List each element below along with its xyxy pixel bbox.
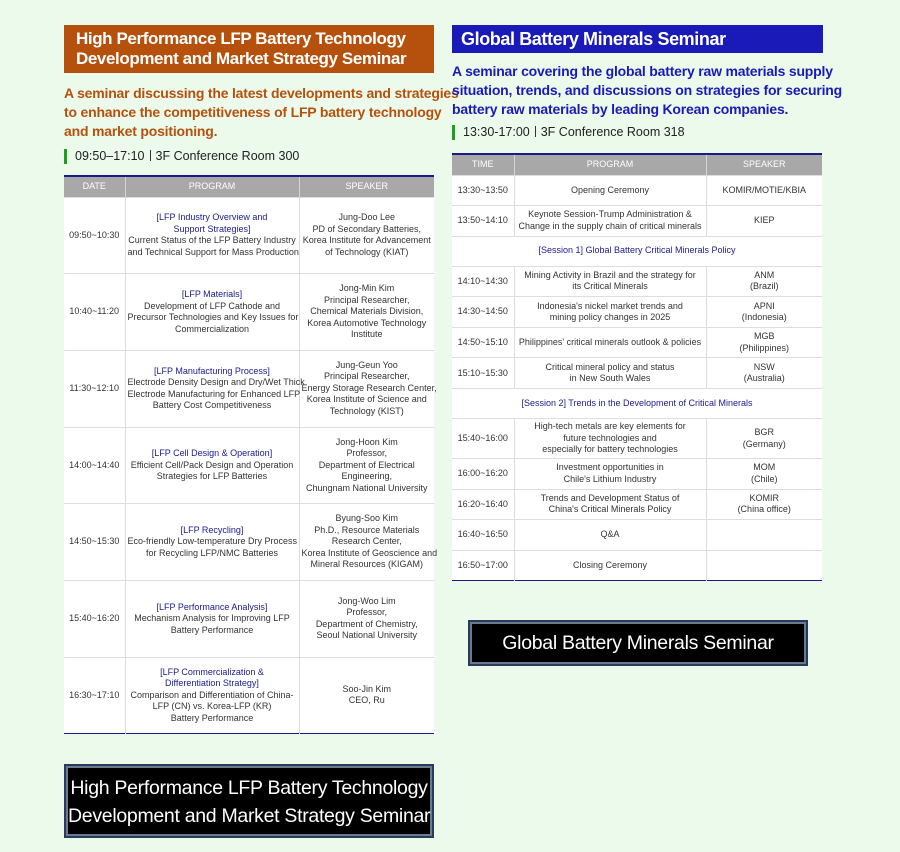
cell-line: Critical mineral policy and status bbox=[545, 361, 675, 372]
cell-line: mining policy changes in 2025 bbox=[549, 312, 671, 323]
program-cell bbox=[514, 327, 706, 358]
session-time-cell: 13:50~14:10 bbox=[452, 206, 514, 237]
title-line: High Performance LFP Battery Technology bbox=[76, 29, 406, 48]
session-time-cell: 13:30~13:50 bbox=[452, 175, 514, 206]
speaker-cell bbox=[706, 327, 822, 358]
session-time-cell: 14:00~14:40 bbox=[64, 427, 125, 504]
lfp-time-location bbox=[64, 149, 299, 164]
session-time-cell: 11:30~12:10 bbox=[64, 350, 125, 427]
cell-line: Eco-friendly Low-temperature Dry Process bbox=[127, 536, 298, 547]
cell-line: [LFP Commercialization & bbox=[160, 666, 264, 677]
session-time-cell: 16:40~16:50 bbox=[452, 520, 514, 551]
minerals-schedule-table bbox=[452, 153, 822, 581]
intro-line: and market positioning. bbox=[64, 123, 218, 139]
cell-line: Development of LFP Cathode and bbox=[144, 300, 280, 311]
session-time-cell: 09:50~10:30 bbox=[64, 197, 125, 274]
cell-line: Professor, bbox=[346, 607, 388, 618]
banner-line: Development and Market Strategy Seminar bbox=[68, 805, 431, 827]
program-cell bbox=[514, 550, 706, 581]
speaker-cell bbox=[299, 580, 434, 657]
cell-line: Chemical Materials Division, bbox=[310, 306, 424, 317]
program-cell bbox=[125, 197, 299, 274]
cell-line: of Technology (KIAT) bbox=[325, 246, 409, 257]
cell-line: Current Status of the LFP Battery Industry bbox=[128, 235, 296, 246]
cell-line: Strategies for LFP Batteries bbox=[156, 471, 268, 482]
cell-line: Korea Institute for Advancement bbox=[302, 235, 431, 246]
program-cell bbox=[514, 358, 706, 389]
speaker-cell bbox=[299, 350, 437, 427]
cell-line: Opening Ceremony bbox=[570, 184, 650, 195]
table-row bbox=[452, 520, 822, 551]
cell-line: KIEP bbox=[753, 215, 775, 226]
session-time-cell: 16:50~17:00 bbox=[452, 550, 514, 581]
session-header-cell: [Session 1] Global Battery Critical Minerals Policy bbox=[452, 236, 822, 266]
cell-line: CEO, Ru bbox=[348, 695, 385, 706]
speaker-cell bbox=[706, 489, 822, 520]
speaker-cell bbox=[706, 419, 822, 459]
cell-line: Principal Researcher, bbox=[323, 371, 410, 382]
cell-line: its Critical Minerals bbox=[572, 281, 648, 292]
table-row bbox=[64, 580, 434, 657]
cell-line: (China office) bbox=[737, 504, 791, 515]
cell-line: Department of Electrical bbox=[318, 459, 415, 470]
session-time-cell: 14:50~15:10 bbox=[452, 327, 514, 358]
program-cell bbox=[125, 657, 299, 734]
minerals-seminar-title bbox=[452, 25, 823, 53]
table-header-row bbox=[452, 154, 822, 175]
separator bbox=[535, 126, 536, 137]
cell-line: especially for battery technologies bbox=[542, 444, 678, 455]
banner-line: High Performance LFP Battery Technology bbox=[70, 777, 428, 799]
session-time-cell: 15:10~15:30 bbox=[452, 358, 514, 389]
title-line: Development and Market Strategy Seminar bbox=[76, 49, 407, 68]
session-time-cell: 14:50~15:30 bbox=[64, 504, 125, 581]
cell-line: Mineral Resources (KIGAM) bbox=[310, 559, 424, 570]
cell-line: (Germany) bbox=[742, 438, 786, 449]
speaker-cell bbox=[299, 274, 434, 351]
table-row bbox=[64, 427, 434, 504]
intro-line: A seminar discussing the latest developments and strategies bbox=[64, 85, 459, 101]
table-row bbox=[452, 297, 822, 328]
cell-line: Institute bbox=[350, 329, 383, 340]
program-cell bbox=[514, 459, 706, 490]
lfp-schedule-table bbox=[64, 175, 438, 734]
speaker-cell bbox=[706, 266, 822, 297]
cell-line: Jung-Geun Yoo bbox=[335, 359, 398, 370]
cell-line: Korea Institute of Geoscience and bbox=[301, 547, 438, 558]
cell-line: Differentiation Strategy] bbox=[165, 678, 259, 689]
speaker-cell bbox=[706, 297, 822, 328]
cell-line: for Recycling LFP/NMC Batteries bbox=[145, 547, 279, 558]
cell-line: Soo-Jin Kim bbox=[342, 683, 391, 694]
table-row bbox=[64, 197, 434, 274]
cell-line: Electrode Density Design and Dry/Wet Thick bbox=[127, 377, 305, 388]
session-time-cell: 16:30~17:10 bbox=[64, 657, 125, 734]
cell-line: [LFP Cell Design & Operation] bbox=[151, 448, 273, 459]
session-time-cell: 15:40~16:20 bbox=[64, 580, 125, 657]
intro-line: to enhance the competitiveness of LFP battery technology bbox=[64, 104, 442, 120]
speaker-cell bbox=[299, 504, 438, 581]
table-row bbox=[64, 350, 434, 427]
cell-line: Jung-Doo Lee bbox=[338, 212, 396, 223]
table-row bbox=[64, 504, 434, 581]
speaker-cell bbox=[706, 206, 822, 237]
table-row bbox=[64, 657, 434, 734]
cell-line: Mining Activity in Brazil and the strategy for bbox=[524, 269, 696, 280]
cell-line: Trends and Development Status of bbox=[540, 492, 680, 503]
cell-line: Engineering, bbox=[341, 471, 393, 482]
cell-line: Mechanism Analysis for Improving LFP bbox=[134, 613, 290, 624]
cell-line: High-tech metals are key elements for bbox=[534, 421, 686, 432]
session-time: 13:30-17:00 bbox=[463, 125, 530, 139]
cell-line: Principal Researcher, bbox=[323, 294, 410, 305]
cell-line: Chile's Lithium Industry bbox=[563, 473, 657, 484]
lfp-seminar-intro bbox=[64, 84, 459, 141]
cell-line: (Philippines) bbox=[739, 342, 790, 353]
cell-line: APNI bbox=[753, 300, 775, 311]
cell-line: Electrode Manufacturing for Enhanced LFP bbox=[127, 388, 301, 399]
session-time-cell: 14:30~14:50 bbox=[452, 297, 514, 328]
cell-line: Department of Chemistry, bbox=[315, 618, 418, 629]
intro-line: situation, trends, and discussions on strategies for securing bbox=[452, 82, 842, 98]
banner-line: Global Battery Minerals Seminar bbox=[502, 632, 774, 654]
program-cell bbox=[514, 266, 706, 297]
cell-line: Indonesia's nickel market trends and bbox=[537, 300, 683, 311]
column-header-program: PROGRAM bbox=[514, 154, 706, 175]
table-header-row bbox=[64, 176, 434, 197]
intro-line: A seminar covering the global battery raw materials supply bbox=[452, 63, 833, 79]
cell-line: Technology (KIST) bbox=[329, 405, 404, 416]
cell-line: Seoul National University bbox=[316, 630, 418, 641]
cell-line: (Chile) bbox=[750, 473, 778, 484]
table-row bbox=[452, 358, 822, 389]
cell-line: Chungnam National University bbox=[305, 482, 428, 493]
speaker-cell bbox=[706, 459, 822, 490]
session-header-cell: [Session 2] Trends in the Development of Critical Minerals bbox=[452, 389, 822, 419]
session-time-cell: 16:20~16:40 bbox=[452, 489, 514, 520]
cell-line: PD of Secondary Batteries, bbox=[312, 223, 422, 234]
speaker-cell bbox=[706, 520, 822, 551]
cell-line: China's Critical Minerals Policy bbox=[548, 504, 672, 515]
cell-line: ANM bbox=[754, 269, 775, 280]
program-cell bbox=[125, 427, 299, 504]
cell-line: Korea Institute of Science and bbox=[306, 394, 427, 405]
cell-line: Jong-Woo Lim bbox=[337, 595, 396, 606]
table-row bbox=[452, 489, 822, 520]
cell-line: in New South Wales bbox=[569, 373, 651, 384]
program-cell bbox=[514, 175, 706, 206]
cell-line: Jong-Hoon Kim bbox=[335, 436, 398, 447]
cell-line: KOMIR bbox=[749, 492, 779, 503]
table-row bbox=[452, 175, 822, 206]
cell-line: Commercialization bbox=[174, 323, 250, 334]
column-header-date: DATE bbox=[64, 176, 125, 197]
program-cell bbox=[125, 350, 305, 427]
minerals-seminar-banner bbox=[470, 622, 806, 664]
cell-line: Battery Cost Competitiveness bbox=[152, 400, 272, 411]
program-cell bbox=[514, 520, 706, 551]
cell-line: Jong-Min Kim bbox=[339, 283, 395, 294]
speaker-cell bbox=[299, 197, 434, 274]
table-row bbox=[452, 419, 822, 459]
cell-line: Byung-Soo Kim bbox=[335, 513, 399, 524]
session-time: 09:50–17:10 bbox=[75, 149, 145, 163]
separator bbox=[150, 150, 151, 161]
cell-line: Philippines' critical minerals outlook & policies bbox=[518, 336, 702, 347]
speaker-cell bbox=[299, 657, 434, 734]
cell-line: (Brazil) bbox=[750, 281, 779, 292]
cell-line: LFP (CN) vs. Korea-LFP (KR) bbox=[152, 701, 272, 712]
session-header-row bbox=[452, 236, 822, 266]
program-cell bbox=[514, 489, 706, 520]
minerals-seminar-intro bbox=[452, 62, 842, 119]
cell-line: Battery Performance bbox=[170, 624, 254, 635]
program-cell bbox=[125, 504, 299, 581]
cell-line: [LFP Manufacturing Process] bbox=[154, 365, 270, 376]
speaker-cell bbox=[706, 175, 822, 206]
title-line: Global Battery Minerals Seminar bbox=[461, 29, 726, 49]
cell-line: Support Strategies] bbox=[173, 223, 251, 234]
cell-line: Korea Automotive Technology bbox=[307, 317, 427, 328]
cell-line: Efficient Cell/Pack Design and Operation bbox=[130, 459, 294, 470]
cell-line: Q&A bbox=[600, 529, 620, 540]
cell-line: [LFP Industry Overview and bbox=[156, 212, 268, 223]
cell-line: Change in the supply chain of critical minerals bbox=[518, 220, 702, 231]
cell-line: Closing Ceremony bbox=[572, 559, 648, 570]
cell-line: Investment opportunities in bbox=[556, 462, 664, 473]
cell-line: KOMIR/MOTIE/KBIA bbox=[722, 184, 806, 195]
program-cell bbox=[514, 297, 706, 328]
cell-line: BGR bbox=[754, 427, 774, 438]
intro-line: battery raw materials by leading Korean companies. bbox=[452, 101, 789, 117]
cell-line: [LFP Materials] bbox=[181, 289, 243, 300]
table-row bbox=[452, 206, 822, 237]
cell-line: Energy Storage Research Center, bbox=[301, 382, 437, 393]
program-cell bbox=[514, 419, 706, 459]
lfp-seminar-title bbox=[64, 25, 434, 73]
session-header-row bbox=[452, 389, 822, 419]
session-location: 3F Conference Room 318 bbox=[540, 125, 685, 139]
column-header-program: PROGRAM bbox=[125, 176, 299, 197]
session-time-cell: 14:10~14:30 bbox=[452, 266, 514, 297]
cell-line: NSW bbox=[753, 361, 775, 372]
cell-line: Comparison and Differentiation of China- bbox=[130, 689, 294, 700]
program-cell bbox=[514, 206, 706, 237]
cell-line: Keynote Session-Trump Administration & bbox=[528, 209, 692, 220]
cell-line: and Technical Support for Mass Production bbox=[127, 246, 299, 257]
column-header-speaker: SPEAKER bbox=[299, 176, 434, 197]
cell-line: Research Center, bbox=[331, 536, 402, 547]
cell-line: Precursor Technologies and Key Issues for bbox=[127, 312, 299, 323]
cell-line: Battery Performance bbox=[170, 712, 254, 723]
cell-line: MOM bbox=[753, 462, 776, 473]
cell-line: MGB bbox=[753, 331, 775, 342]
speaker-cell bbox=[299, 427, 434, 504]
cell-line: Professor, bbox=[346, 448, 388, 459]
cell-line: Ph.D., Resource Materials bbox=[314, 524, 420, 535]
table-row bbox=[452, 266, 822, 297]
cell-line: future technologies and bbox=[563, 432, 657, 443]
speaker-cell bbox=[706, 550, 822, 581]
table-row bbox=[452, 327, 822, 358]
column-header-speaker: SPEAKER bbox=[706, 154, 822, 175]
table-row bbox=[452, 550, 822, 581]
session-time-cell: 16:00~16:20 bbox=[452, 459, 514, 490]
cell-line: [LFP Performance Analysis] bbox=[156, 601, 268, 612]
table-row bbox=[452, 459, 822, 490]
cell-line: (Indonesia) bbox=[741, 312, 787, 323]
session-location: 3F Conference Room 300 bbox=[155, 149, 300, 163]
cell-line: (Australia) bbox=[743, 373, 785, 384]
cell-line: [LFP Recycling] bbox=[180, 524, 244, 535]
program-cell bbox=[125, 580, 299, 657]
program-cell bbox=[125, 274, 299, 351]
lfp-seminar-banner bbox=[66, 766, 432, 836]
table-row bbox=[64, 274, 434, 351]
session-time-cell: 10:40~11:20 bbox=[64, 274, 125, 351]
minerals-time-location bbox=[452, 125, 685, 140]
session-time-cell: 15:40~16:00 bbox=[452, 419, 514, 459]
speaker-cell bbox=[706, 358, 822, 389]
column-header-time: TIME bbox=[452, 154, 514, 175]
